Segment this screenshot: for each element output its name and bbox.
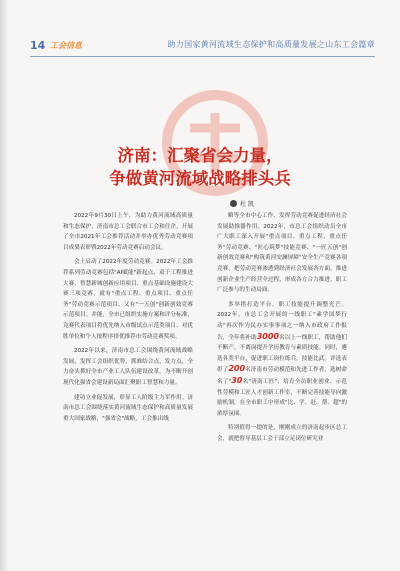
page-header bbox=[30, 37, 375, 53]
paragraph: 2022年以来，济南市总工会围绕黄河流域战略发展，发挥工会组织优势，抓准结合点，发力点，全力奋头抓好全市产业工人队伍建设改革，为不断开创现代化强省会建设新局面汇聚职工智慧和力量。 bbox=[63, 348, 193, 386]
author-name: 杜 凯 bbox=[240, 201, 254, 208]
page-number: 14 bbox=[30, 38, 46, 52]
paragraph: 建功立业促发展，彰显工人阶级主力军作用。济南市总工会围绕落实黄河流域生态保护和高质量发展重大国家战略，"强省会"战略，工会推出线 bbox=[63, 394, 193, 422]
author-icon bbox=[230, 200, 237, 207]
highlight-number: 3000 bbox=[256, 331, 279, 341]
header-rule bbox=[30, 56, 375, 57]
paragraph: 会上启动了2022年度劳动竞赛。2022年工会推荐系列劳动竞赛包括"AI赋能"新起点、双千工程推进大赛、智慧新城创新应用项目、重点基础设施建设大赛三项竞赛，就有"重点工程、重点项目、重点任务"劳动竞赛示范项目、又有"一五创"创新创效竞赛示范项目。并能，全市已组织实施方案和评分标准，竞赛代表项目将优先纳入市级试点示范类项目，对优胜单位和个人按程序择优推荐市劳动竞赛奖项。 bbox=[63, 259, 193, 340]
highlight-number: 30 bbox=[231, 375, 243, 385]
running-title: 助力国家黄河流域生态保护和高质量发展之山东工会篇章 bbox=[167, 40, 375, 49]
author-byline bbox=[230, 199, 254, 208]
text-column-left bbox=[63, 211, 193, 428]
title-line-2: 争做黄河流域战略排头兵 bbox=[109, 169, 291, 188]
text-column-right bbox=[217, 211, 347, 448]
article-title bbox=[0, 144, 400, 190]
magazine-logo: 工会信息 bbox=[50, 40, 82, 50]
paragraph: 特别值得一提的是，刚刚成立的济南起步区总工会，就把督导基层工会干部立足岗位研究业 bbox=[217, 425, 347, 442]
title-line-1: 济南：汇聚省会力量， bbox=[117, 146, 283, 165]
paragraph: 多举措打造平台，职工技能提升调整光芒。2022年，市总工会开展的一线职工"素学国梦行动"再次作为民办实事事项之一纳入市政府工作报告，全年将补助3000名以上一线职工，帮助他们不断产，不离岗提升学历教育与素质技能。同时，遴选各类平台，促进职工岗位练兵，技能比武。评选表彰了200名济南市劳动模范和先进工作者，选树命名了"30名"济南工匠"，培育全员职业创业、示范性劳模和工匠人才创新工作室，不断完善技能导向激励机制，在全市职工中形成"比、学、赶、帮、超"的浓厚氛围。 bbox=[217, 301, 347, 417]
highlight-number: 200 bbox=[228, 364, 246, 374]
page-fold-shadow bbox=[0, 0, 8, 571]
paragraph: 2022年9月30日上午，为助力黄河流域高质量和生态保护，济南市总工会联合市工会和住企，开展了全市2021年工会推荐活动并举办优秀劳动竞赛项目成果表彰暨2022年劳动竞赛启动会议。 bbox=[63, 213, 193, 251]
paragraph: 略等全市中心工作，发挥劳动竞赛促进经济社会发展助推器作用。2022年，市总工会组织动员全市广大职工深入开展"重点项目、重点工程、重点任务"劳动竞赛、"匠心筑梦"技能竞赛、"一匠五创"创新创效竞赛和"构筑黄河安澜屏障"安全生产竞赛各项竞赛，把劳动竞赛渗透到经济社会发展各方面，推进创新企业生产经营全过程，形成各方合力推进、职工广泛参与的生动局面。 bbox=[217, 213, 347, 294]
